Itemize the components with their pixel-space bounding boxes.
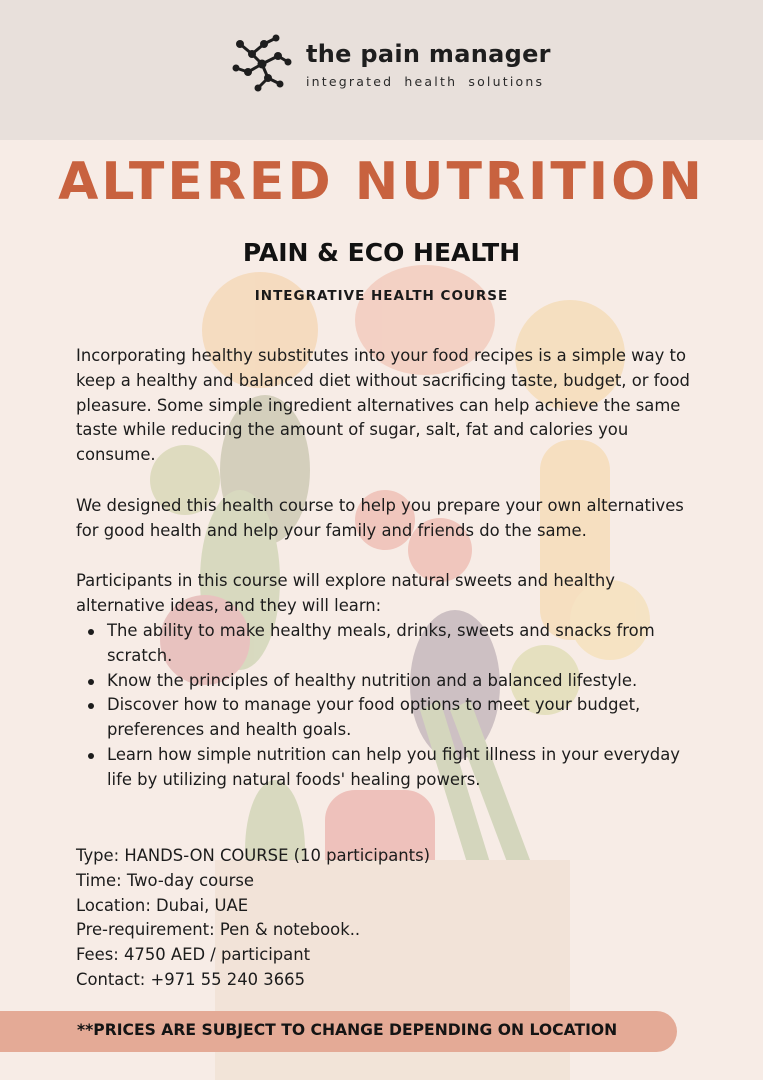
bullet-icon [88,679,94,685]
brand-name: the pain manager [306,40,551,68]
bullet-icon [88,629,94,635]
detail-location: Location: Dubai, UAE [76,895,249,915]
course-details [76,844,676,993]
molecule-logo-icon [232,34,292,92]
price-notice-banner [0,1011,677,1052]
list-item [76,743,696,793]
intro-paragraph: Incorporating healthy substitutes into your food recipes is a simple way to keep a healthy and balanced diet without sacrificing taste, budget, or food pleasure. Some simple ingredient alternatives can help achieve the same taste while reducing the amount of sugar, salt, fat and calories you consume. [76,346,690,465]
learning-outcomes-list [76,619,696,793]
list-item [76,693,696,743]
design-paragraph: We designed this health course to help you prepare your own alternatives for good health and help your family and friends do the same. [76,496,684,540]
detail-contact: Contact: +971 55 240 3665 [76,969,306,989]
main-title: ALTERED NUTRITION [58,152,705,212]
list-item-text: The ability to make healthy meals, drinks, sweets and snacks from scratch. [107,621,655,665]
header [0,0,763,140]
bullet-icon [88,703,94,709]
price-notice-text: **PRICES ARE SUBJECT TO CHANGE DEPENDING ON LOCATION [77,1021,618,1039]
list-item-text: Learn how simple nutrition can help you fight illness in your everyday life by utilizing natural foods' healing powers. [107,744,680,789]
detail-fees: Fees: 4750 AED / participant [76,945,311,965]
course-label: INTEGRATIVE HEALTH COURSE [254,288,509,304]
detail-type: Type: HANDS-ON COURSE (10 participants) [76,846,431,865]
participants-paragraph: Participants in this course will explore natural sweets and healthy alternative ideas, and they will learn: [76,571,615,615]
list-item [76,619,696,669]
detail-prerequirement: Pre-requirement: Pen & notebook.. [76,920,361,940]
list-item-text: Know the principles of healthy nutrition and a balanced lifestyle. [107,670,638,690]
sub-title: PAIN & ECO HEALTH [242,238,521,267]
brand-tagline: integrated health solutions [306,74,545,89]
list-item [76,669,696,694]
list-item-text: Discover how to manage your food options to meet your budget, preferences and health goals. [107,695,641,740]
detail-time: Time: Two-day course [76,870,254,890]
bullet-icon [88,753,94,759]
